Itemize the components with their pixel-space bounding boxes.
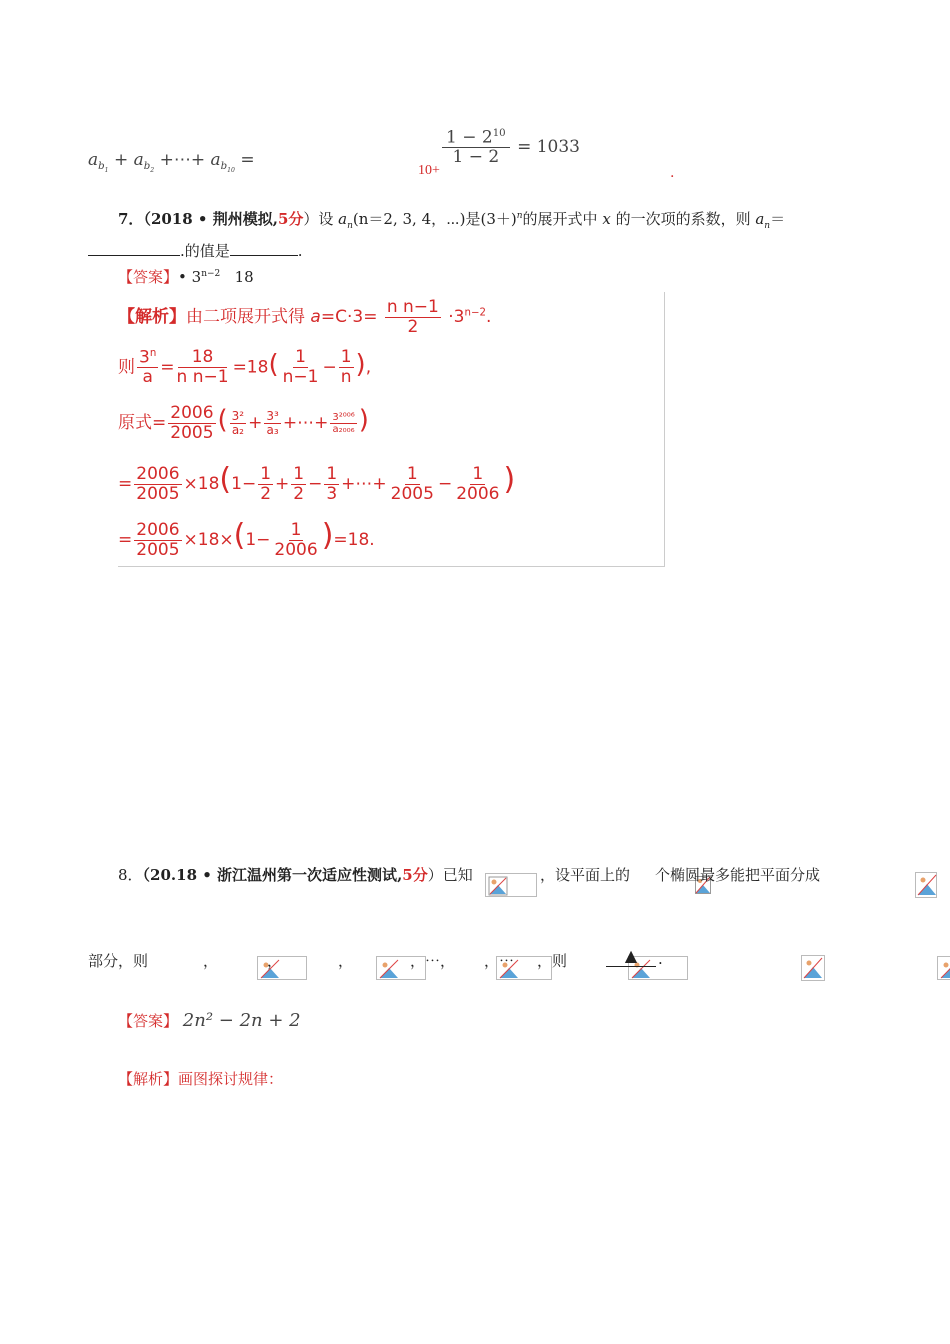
q8-image-placeholder-3 <box>915 872 937 898</box>
q7-score: 5分 <box>277 210 304 228</box>
q8-period: . <box>658 950 663 968</box>
broken-image-icon <box>940 959 950 979</box>
q8-answer-label: 【答案】 <box>118 1012 179 1030</box>
q8-image-placeholder-4 <box>257 956 307 980</box>
q7-answer-label: 【答案】 <box>118 268 179 286</box>
q8-comma-1: ， <box>203 952 219 970</box>
q8-solution-label: 【解析】 <box>118 1070 179 1088</box>
top-formula-prefix: 10+ <box>418 163 440 178</box>
top-formula-lhs: $a_{b_1} + a_{b_2}$ +⋯+ $a_{b_{10}}$ = <box>88 150 255 175</box>
q8-source: （20.18 • 浙江温州第一次适应性测试 <box>142 866 398 884</box>
q8-then: ，则 <box>537 952 568 970</box>
q8-stem-part-c: 个椭圆最多能把平面分成 <box>655 866 821 884</box>
triangle-icon: ▲ <box>624 946 638 965</box>
q7-stem-line2: .的值是 . <box>88 240 303 261</box>
q7-solution-line5: = $\frac{2006}{2005}$ ×18×(1− $\frac{1}{2006}$ )=18. <box>118 518 375 560</box>
q7-source: （2018 • 荆州模拟 <box>143 210 273 228</box>
q7-number: 7． <box>118 210 144 228</box>
q7-solution-line2: 则 $\frac{3^n}{a}$ = $\frac{18}{\text{n n−1}}$ =18( $\frac{1}{n-1}$ − $\frac{1}{n}$ ), <box>118 347 372 388</box>
q8-dots-1: ，⋯， <box>410 952 456 970</box>
broken-image-icon <box>488 876 508 896</box>
q8-answer-blank[interactable] <box>606 946 656 967</box>
q8-score: 5分 <box>402 866 428 884</box>
q7-blank-2[interactable] <box>230 255 298 256</box>
q8-comma-2: ， <box>267 952 283 970</box>
q8-comma-3: ， <box>338 952 354 970</box>
q8-answer-formula: 2n² − 2n + 2 <box>182 1010 301 1031</box>
q8-answer <box>118 1010 301 1031</box>
q8-image-placeholder-9 <box>937 956 950 980</box>
q7-blank-1[interactable] <box>88 255 180 256</box>
q8-image-placeholder-1 <box>485 873 537 897</box>
q8-solution <box>118 1068 283 1089</box>
broken-image-icon <box>917 874 937 896</box>
q8-stem-part-b: ，设平面上的 <box>540 866 631 884</box>
q7-answer: 【答案】• $3^{n-2}$ 18 <box>118 268 254 286</box>
q8-stem-line2-prefix: 部分，则 <box>88 952 149 970</box>
q8-image-placeholder-8 <box>801 955 825 981</box>
q8-number: 8． <box>118 866 143 884</box>
q7-solution-line4: = $\frac{2006}{2005}$ ×18(1− $\frac{1}{2}$ + $\frac{1}{2}$ − $\frac{1}{3}$ +⋯+ $\frac{1}{2005}$ − $\frac{1}{2006}$ ) <box>118 462 516 504</box>
q8-solution-text: 画图探讨规律： <box>178 1070 284 1088</box>
top-formula-dot: . <box>670 165 675 181</box>
q7-solution-label: 【解析】 <box>118 307 186 328</box>
q7-solution-line1: 【解析】由二项展开式得 a=C·3= $\frac{\text{n n−1}}{2}$ $\cdot 3^{n-2}$. <box>118 297 492 337</box>
broken-image-icon <box>379 959 399 979</box>
q7-stem-line1: 7．（2018 • 荆州模拟,5分）设 $a_n(n=2$, 3, 4，⋯)是$(3+)^n$的展开式中 x 的一次项的系数，则 $a_n=$ <box>118 210 786 231</box>
top-formula-fraction: $\frac{1 - 2^{10}}{1 - 2}$ = 1033 <box>440 128 580 167</box>
q7-solution-line3: 原式= $\frac{2006}{2005}$ ( $\frac{\text{3²}}{\text{a₂}}$ + $\frac{\text{3³}}{\text{a₃}}$ +⋯+ $\frac{\text{3²⁰⁰⁶}}{\text{a₂₀₀₆}}$ ) <box>118 403 369 443</box>
broken-image-icon <box>803 957 823 979</box>
q8-stem-line1: 8．（20.18 • 浙江温州第一次适应性测试,5分）已知 <box>118 866 473 884</box>
q8-dots-2: ，⋯ <box>484 952 515 970</box>
